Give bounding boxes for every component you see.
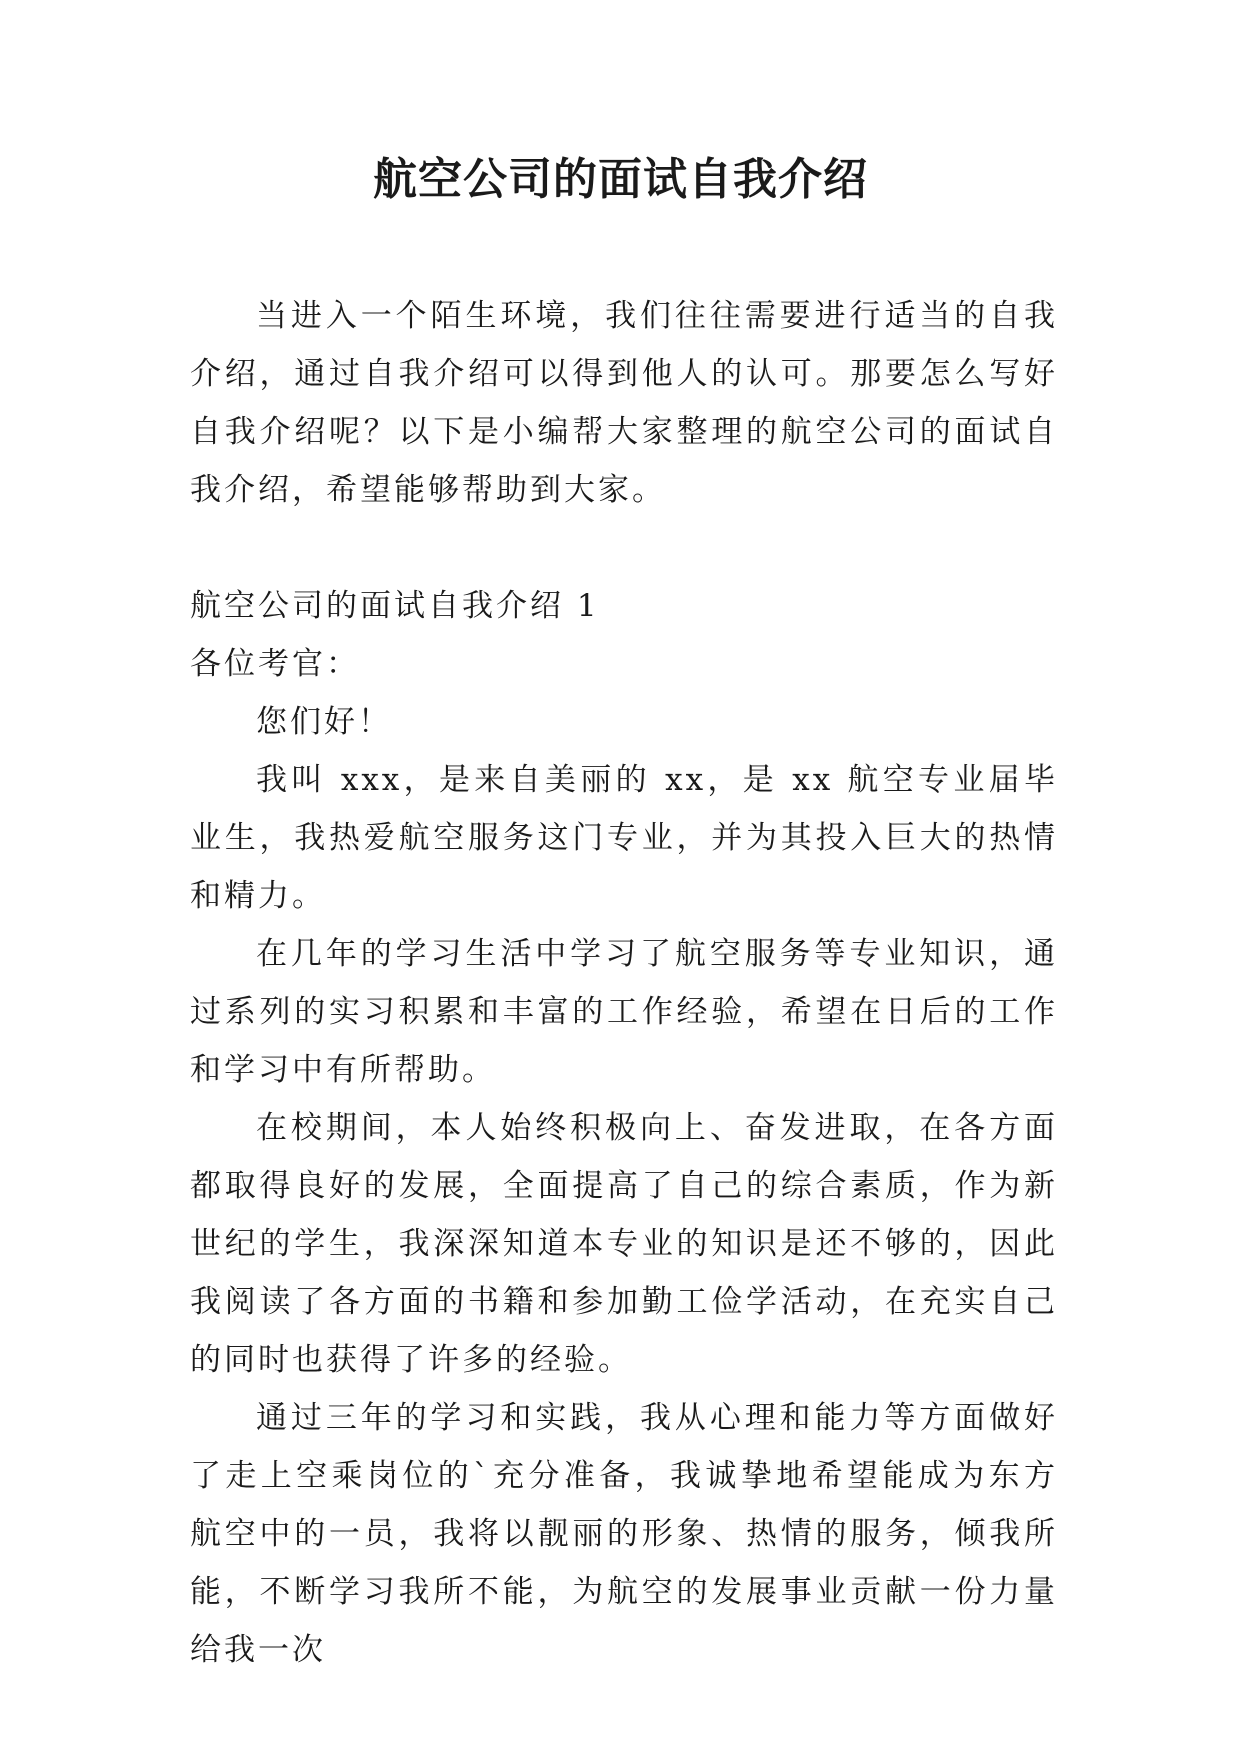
document-body — [190, 287, 1058, 1679]
greeting: 您们好！ — [256, 704, 392, 740]
body-paragraph: 在几年的学习生活中学习了航空服务等专业知识，通过系列的实习积累和丰富的工作经验，希望在日后的工作和学习中有所帮助。 — [190, 936, 1058, 1088]
body-paragraph: 我叫 xxx，是来自美丽的 xx，是 xx 航空专业届毕业生，我热爱航空服务这门专业，并为其投入巨大的热情和精力。 — [190, 762, 1058, 914]
body-paragraph: 在校期间，本人始终积极向上、奋发进取，在各方面都取得良好的发展，全面提高了自己的综合素质，作为新世纪的学生，我深深知道本专业的知识是还不够的，因此我阅读了各方面的书籍和参加勤工俭学活动，在充实自己的同时也获得了许多的经验。 — [190, 1110, 1058, 1378]
document-title: 航空公司的面试自我介绍 — [373, 154, 868, 205]
salutation: 各位考官： — [190, 646, 360, 682]
section-heading: 航空公司的面试自我介绍 1 — [190, 588, 600, 624]
paragraph-gap — [190, 519, 1058, 577]
intro-paragraph: 当进入一个陌生环境，我们往往需要进行适当的自我介绍，通过自我介绍可以得到他人的认可。那要怎么写好自我介绍呢？以下是小编帮大家整理的航空公司的面试自我介绍，希望能够帮助到大家。 — [190, 298, 1058, 508]
body-paragraph: 通过三年的学习和实践，我从心理和能力等方面做好了走上空乘岗位的`充分准备，我诚挚地希望能成为东方航空中的一员，我将以靓丽的形象、热情的服务，倾我所能，不断学习我所不能，为航空的发展事业贡献一份力量给我一次 — [190, 1400, 1058, 1668]
